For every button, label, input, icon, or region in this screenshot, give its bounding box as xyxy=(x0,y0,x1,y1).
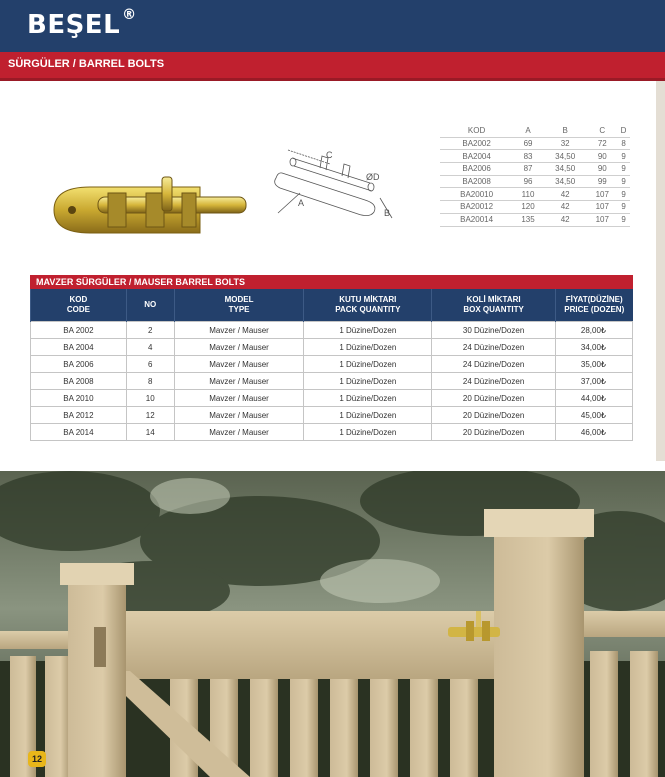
price-cell: 34,00₺ xyxy=(556,339,633,356)
dim-cell: BA2008 xyxy=(440,175,513,188)
box-cell: 20 Düzine/Dozen xyxy=(432,407,556,424)
header-line: PACK QUANTITY xyxy=(335,305,401,314)
section-title: SÜRGÜLER / BARREL BOLTS xyxy=(8,58,165,70)
page-number: 12 xyxy=(28,751,46,767)
price-cell: 35,00₺ xyxy=(556,356,633,373)
table-row xyxy=(440,163,630,176)
code-cell: BA 2002 xyxy=(31,322,127,339)
type-cell: Mavzer / Mauser xyxy=(174,424,304,441)
dim-cell: 8 xyxy=(617,137,630,150)
box-cell: 24 Düzine/Dozen xyxy=(432,339,556,356)
diagram-label-c: C xyxy=(326,150,333,160)
dim-cell: 87 xyxy=(513,163,543,176)
pack-cell: 1 Düzine/Dozen xyxy=(304,322,432,339)
table-row xyxy=(440,213,630,226)
dim-cell: 9 xyxy=(617,201,630,214)
price-table-header-row xyxy=(31,289,633,322)
registered-mark: ® xyxy=(122,7,137,24)
dim-cell: 9 xyxy=(617,188,630,201)
dim-cell: 42 xyxy=(543,188,588,201)
table-row xyxy=(31,373,633,390)
dim-cell: 96 xyxy=(513,175,543,188)
section-bar-shadow xyxy=(0,78,665,81)
table-row xyxy=(440,150,630,163)
barrel-bolt-product-image xyxy=(50,175,250,245)
price-cell: 28,00₺ xyxy=(556,322,633,339)
pack-cell: 1 Düzine/Dozen xyxy=(304,339,432,356)
header-no xyxy=(126,289,174,322)
table-row xyxy=(31,322,633,339)
box-cell: 20 Düzine/Dozen xyxy=(432,390,556,407)
no-cell: 10 xyxy=(126,390,174,407)
dim-header-d: D xyxy=(617,125,630,137)
header-line: PRICE (DOZEN) xyxy=(564,305,625,314)
code-cell: BA 2014 xyxy=(31,424,127,441)
dim-cell: 42 xyxy=(543,213,588,226)
no-cell: 4 xyxy=(126,339,174,356)
dim-cell: BA20014 xyxy=(440,213,513,226)
header-line: KUTU MİKTARI xyxy=(339,295,397,304)
table-row xyxy=(31,407,633,424)
pack-cell: 1 Düzine/Dozen xyxy=(304,390,432,407)
dim-cell: 90 xyxy=(587,150,617,163)
header-box-quantity xyxy=(432,289,556,322)
dimensions-table xyxy=(440,125,630,227)
dim-cell: 107 xyxy=(587,188,617,201)
price-table xyxy=(30,289,633,441)
dim-cell: 34,50 xyxy=(543,175,588,188)
dim-cell: 34,50 xyxy=(543,163,588,176)
price-table-title-bar xyxy=(30,275,633,289)
diagram-label-b: B xyxy=(384,208,391,218)
pack-cell: 1 Düzine/Dozen xyxy=(304,424,432,441)
header-line: KOD xyxy=(69,295,88,304)
box-cell: 24 Düzine/Dozen xyxy=(432,356,556,373)
pack-cell: 1 Düzine/Dozen xyxy=(304,407,432,424)
table-row xyxy=(440,137,630,150)
header-code xyxy=(31,289,127,322)
dim-cell: BA20012 xyxy=(440,201,513,214)
dim-cell: 90 xyxy=(587,163,617,176)
dim-cell: 9 xyxy=(617,175,630,188)
price-cell: 46,00₺ xyxy=(556,424,633,441)
dim-header-kod: KOD xyxy=(440,125,513,137)
page-header xyxy=(0,0,665,52)
type-cell: Mavzer / Mauser xyxy=(174,407,304,424)
pack-cell: 1 Düzine/Dozen xyxy=(304,373,432,390)
code-cell: BA 2012 xyxy=(31,407,127,424)
price-cell: 37,00₺ xyxy=(556,373,633,390)
type-cell: Mavzer / Mauser xyxy=(174,390,304,407)
price-cell: 44,00₺ xyxy=(556,390,633,407)
header-line: TYPE xyxy=(228,305,250,314)
code-cell: BA 2008 xyxy=(31,373,127,390)
diagram-label-a: A xyxy=(298,198,305,208)
table-row xyxy=(440,188,630,201)
code-cell: BA 2004 xyxy=(31,339,127,356)
code-cell: BA 2010 xyxy=(31,390,127,407)
header-line: FİYAT(DÜZİNE) xyxy=(565,295,623,304)
dim-cell: 99 xyxy=(587,175,617,188)
dim-cell: 42 xyxy=(543,201,588,214)
brand-name: BEŞEL xyxy=(27,10,121,40)
type-cell: Mavzer / Mauser xyxy=(174,339,304,356)
box-cell: 30 Düzine/Dozen xyxy=(432,322,556,339)
dim-cell: BA2002 xyxy=(440,137,513,150)
dim-cell: 83 xyxy=(513,150,543,163)
dim-cell: 107 xyxy=(587,201,617,214)
diagram-label-d: ØD xyxy=(366,172,380,182)
table-row xyxy=(31,390,633,407)
dim-cell: 9 xyxy=(617,163,630,176)
section-bar xyxy=(0,52,665,78)
dim-cell: BA2006 xyxy=(440,163,513,176)
type-cell: Mavzer / Mauser xyxy=(174,322,304,339)
table-row xyxy=(31,356,633,373)
price-cell: 45,00₺ xyxy=(556,407,633,424)
table-row xyxy=(31,339,633,356)
type-cell: Mavzer / Mauser xyxy=(174,373,304,390)
header-line: KOLİ MİKTARI xyxy=(466,295,521,304)
price-table-title: MAVZER SÜRGÜLER / MAUSER BARREL BOLTS xyxy=(36,277,246,287)
no-cell: 2 xyxy=(126,322,174,339)
header-line: CODE xyxy=(66,305,90,314)
box-cell: 20 Düzine/Dozen xyxy=(432,424,556,441)
header-type xyxy=(174,289,304,322)
code-cell: BA 2006 xyxy=(31,356,127,373)
no-cell: 12 xyxy=(126,407,174,424)
header-line: NO xyxy=(144,300,157,309)
dim-cell: 9 xyxy=(617,213,630,226)
box-cell: 24 Düzine/Dozen xyxy=(432,373,556,390)
dim-cell: 32 xyxy=(543,137,588,150)
dim-header-c: C xyxy=(587,125,617,137)
dim-cell: BA2004 xyxy=(440,150,513,163)
pack-cell: 1 Düzine/Dozen xyxy=(304,356,432,373)
dim-cell: 107 xyxy=(587,213,617,226)
dim-header-b: B xyxy=(543,125,588,137)
header-line: BOX QUANTITY xyxy=(463,305,524,314)
type-cell: Mavzer / Mauser xyxy=(174,356,304,373)
header-price xyxy=(556,289,633,322)
dim-cell: 34,50 xyxy=(543,150,588,163)
no-cell: 8 xyxy=(126,373,174,390)
dimension-diagram xyxy=(270,128,410,228)
dim-cell: 9 xyxy=(617,150,630,163)
dim-cell: 135 xyxy=(513,213,543,226)
dimensions-header-row xyxy=(440,125,630,137)
dim-cell: BA20010 xyxy=(440,188,513,201)
table-row xyxy=(440,175,630,188)
dim-header-a: A xyxy=(513,125,543,137)
fence-photo xyxy=(0,471,665,777)
page-edge xyxy=(656,81,665,461)
dim-cell: 72 xyxy=(587,137,617,150)
no-cell: 6 xyxy=(126,356,174,373)
header-line: MODEL xyxy=(224,295,254,304)
dim-cell: 120 xyxy=(513,201,543,214)
dim-cell: 110 xyxy=(513,188,543,201)
header-pack-quantity xyxy=(304,289,432,322)
dim-cell: 69 xyxy=(513,137,543,150)
no-cell: 14 xyxy=(126,424,174,441)
table-row xyxy=(31,424,633,441)
brand-logo xyxy=(27,7,137,40)
table-row xyxy=(440,201,630,214)
